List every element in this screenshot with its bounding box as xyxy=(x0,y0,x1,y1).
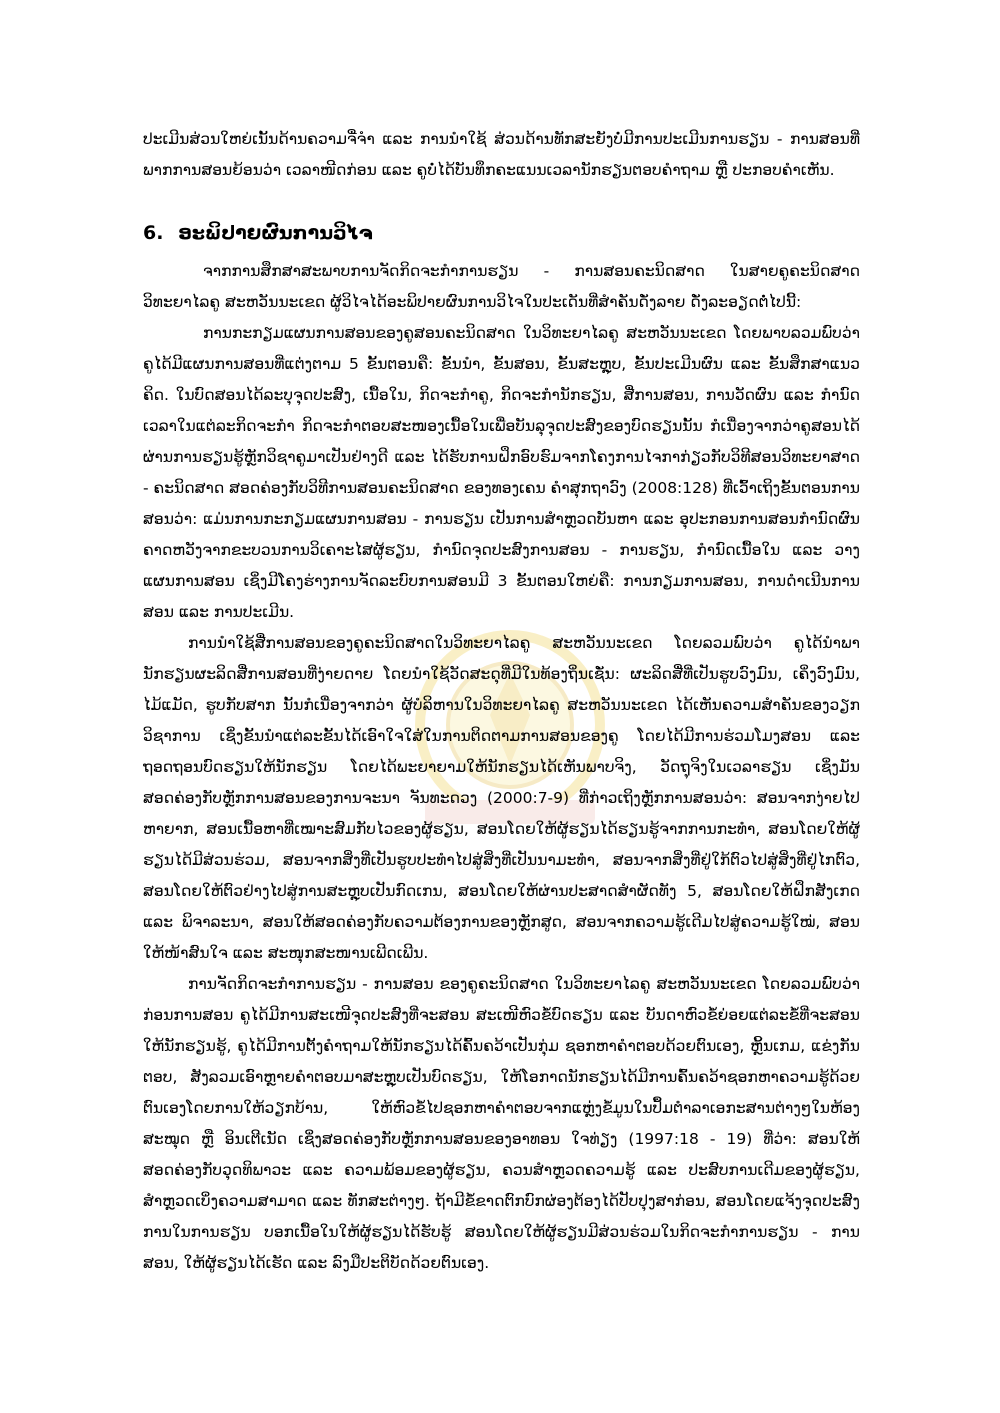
body-text-block xyxy=(143,256,860,1279)
paragraph-3: ການນຳໃຊ້ສື່ການສອນຂອງຄູຄະນິດສາດໃນວິທະຍາໄລຄູ ສະຫວັນນະເຂດ ໂດຍລວມພົບວ່າ ຄູໄດ້ນຳພານັກຮຽນຜະລິດສື່ການສອນທີ່ງ່າຍດາຍ ໂດຍນຳໃຊ້ວັດສະດຸທີ່ມີໃນທ້ອງຖິ່ນເຊັ່ນ: ຜະລິດສື່ທີ່ເປັນຮູບວົງມົນ, ເຄິ່ງວົງມົນ, ໄມ້ແມັດ, ຮູບກັບສາກ ນັ້ນກໍເນື່ອງຈາກວ່າ ຜູ້ບໍລິຫານໃນວິທະຍາໄລຄູ ສະຫວັນນະເຂດ ໄດ້ເຫັນຄວາມສຳຄັນຂອງວຽກວິຊາການ ເຊິ່ງຂັ້ນນຳແຕ່ລະຂັ້ນໄດ້ເອົາໃຈໃສ່ໃນການຕິດຕາມການສອນຂອງຄູ ໂດຍໄດ້ມີການຮ່ວມໂມງສອນ ແລະ ຖອດຖອນບົດຮຽນໃຫ້ນັກຮຽນ ໂດຍໄດ້ພະຍາຍາມໃຫ້ນັກຮຽນໄດ້ເຫັນພາບຈິງ, ວັດຖຸຈິງໃນເວລາຮຽນ ເຊິ່ງມັນສອດຄ່ອງກັບຫຼັກການສອນຂອງການຈະນາ ຈັນທະດວງ (2000:7-9) ທີ່ກ່າວເຖິງຫຼັກການສອນວ່າ: ສອນຈາກງ່າຍໄປຫາຍາກ, ສອນເນື້ອຫາທີ່ເໝາະສົມກັບໄວຂອງຜູ້ຮຽນ, ສອນໂດຍໃຫ້ຜູ້ຮຽນໄດ້ຮຽນຮູ້ຈາກການກະທຳ, ສອນໂດຍໃຫ້ຜູ້ຮຽນໄດ້ມີສ່ວນຮ່ວມ, ສອນຈາກສິ່ງທີ່ເປັນຮູບປະທຳໄປສູ່ສິ່ງທີ່ເປັນນາມະທຳ, ສອນຈາກສິ່ງທີ່ຢູ່ໃກ້ຕົວໄປສູ່ສິ່ງທີ່ຢູ່ໄກຕົວ, ສອນໂດຍໃຫ້ຕົວຢ່າງໄປສູ່ການສະຫຼຸບເປັນກົດເກນ, ສອນໂດຍໃຫ້ຜ່ານປະສາດສຳຜັດທັງ 5, ສອນໂດຍໃຫ້ຝຶກສັງເກດ ແລະ ພິຈາລະນາ, ສອນໃຫ້ສອດຄ່ອງກັບຄວາມຕ້ອງການຂອງຫຼັກສູດ, ສອນຈາກຄວາມຮູ້ເດີມໄປສູ່ຄວາມຮູ້ໃໝ່, ສອນໃຫ້ໜ້າສົນໃຈ ແລະ ສະໜຸກສະໜານເພີດເພີນ. xyxy=(143,634,860,962)
section-heading xyxy=(143,218,373,248)
intro-paragraph-block xyxy=(143,124,860,186)
paragraph-1: ຈາກການສຶກສາສະພາບການຈັດກິດຈະກຳການຮຽນ - ການສອນຄະນິດສາດ ໃນສາຍຄູຄະນິດສາດ ວິທະຍາໄລຄູ ສະຫວັນນະເຂດ ຜູ້ວິໄຈໄດ້ອະພິປາຍຜົນການວິໄຈໃນປະເດັນທີ່ສຳຄັນດັ່ງລາຍ ດັ່ງລະອຽດຕໍ່ໄປນີ້: xyxy=(143,262,860,311)
section-title: ອະພິປາຍຜົນການວິໄຈ xyxy=(178,222,373,244)
intro-paragraph: ປະເມີນສ່ວນໃຫຍ່ເນັ້ນດ້ານຄວາມຈື່ຈຳ ແລະ ການນຳໃຊ້ ສ່ວນດ້ານທັກສະຍັງບໍ່ມີການປະເມີນການຮຽນ - ການສອນທີ່ພາກການສອນຍ້ອນວ່າ ເວລາໜີດກ່ອນ ແລະ ຄູບໍ່ໄດ້ບັນທຶກຄະແນນເວລານັກຮຽນຕອບຄຳຖາມ ຫຼື ປະກອບຄຳເຫັນ. xyxy=(143,130,860,179)
paragraph-2: ການກະກຽມແຜນການສອນຂອງຄູສອນຄະນິດສາດ ໃນວິທະຍາໄລຄູ ສະຫວັນນະເຂດ ໂດຍພາບລວມພົບວ່າ ຄູໄດ້ມີແຜນການສອນທີ່ແຕ່ງຕາມ 5 ຂັ້ນຕອນຄື: ຂັ້ນນຳ, ຂັ້ນສອນ, ຂັ້ນສະຫຼຸບ, ຂັ້ນປະເມີນຜົນ ແລະ ຂັ້ນສຶກສາແນວຄິດ. ໃນບົດສອນໄດ້ລະບຸຈຸດປະສົງ, ເນື້ອໃນ, ກິດຈະກຳຄູ, ກິດຈະກຳນັກຮຽນ, ສື່ການສອນ, ການວັດຜົນ ແລະ ກຳນົດເວລາໃນແຕ່ລະກິດຈະກຳ ກິດຈະກຳຕອບສະໜອງເນື້ອໃນເພື່ອບັນລຸຈຸດປະສົງຂອງບົດຮຽນນັ້ນ ກໍເນື່ອງຈາກວ່າຄູສອນໄດ້ຜ່ານການຮຽນຮູ້ຫຼັກວິຊາຄູມາເປັນຢ່າງດີ ແລະ ໄດ້ຮັບການຝຶກອົບຮົມຈາກໂຄງການໄຈກາກ່ຽວກັບວິທີສອນວິທະຍາສາດ - ຄະນິດສາດ ສອດຄ່ອງກັບວິທີການສອນຄະນິດສາດ ຂອງທອງເຄນ ຄຳສຸກຖາວົງ (2008:128) ທີ່ເວົ້າເຖິງຂັ້ນຕອນການສອນວ່າ: ແມ່ນການກະກຽມແຜນການສອນ - ການຮຽນ ເປັນການສຳຫຼວດບັນຫາ ແລະ ອຸປະກອນການສອນກຳນົດຜົນຄາດຫວັງຈາກຂະບວນການວິເຄາະໄສຜູ້ຮຽນ, ກຳນົດຈຸດປະສົງການສອນ - ການຮຽນ, ກຳນົດເນື້ອໃນ ແລະ ວາງແຜນການສອນ ເຊິ່ງມີໂຄງຮ່າງການຈັດລະບົບການສອນມີ 3 ຂັ້ນຕອນໃຫຍ່ຄື: ການກຽມການສອນ, ການດຳເນີນການສອນ ແລະ ການປະເມີນ. xyxy=(143,324,860,621)
section-number: 6. xyxy=(143,222,164,244)
paragraph-4: ການຈັດກິດຈະກຳການຮຽນ - ການສອນ ຂອງຄູຄະນິດສາດ ໃນວິທະຍາໄລຄູ ສະຫວັນນະເຂດ ໂດຍລວມພົບວ່າ ກ່ອນການສອນ ຄູໄດ້ມີການສະເໜີຈຸດປະສົງທີ່ຈະສອນ ສະເໜີຫົວຂໍ້ບົດຮຽນ ແລະ ບັນດາຫົວຂໍ້ຍ່ອຍແຕ່ລະຂໍ້ທີ່ຈະສອນໃຫ້ນັກຮຽນຮູ້, ຄູໄດ້ມີການຕັ້ງຄຳຖາມໃຫ້ນັກຮຽນໄດ້ຄົ້ນຄວ້າເປັນກຸ່ມ ຊອກຫາຄຳຕອບດ້ວຍຕົນເອງ, ຫຼິ້ນເກມ, ແຂ່ງກັນຕອບ, ສັງລວມເອົາຫຼາຍຄຳຕອບມາສະຫຼຸບເປັນບົດຮຽນ, ໃຫ້ໂອກາດນັກຮຽນໄດ້ມີການຄົ້ນຄວ້າຊອກຫາຄວາມຮູ້ດ້ວຍຕົນເອງໂດຍການໃຫ້ວຽກບ້ານ, ໃຫ້ຫົວຂໍ້ໄປຊອກຫາຄຳຕອບຈາກແຫຼ່ງຂໍ້ມູນໃນປຶ້ມຕຳລາເອກະສານຕ່າງໆໃນຫ້ອງສະໝຸດ ຫຼື ອິນເຕີເນັດ ເຊິ່ງສອດຄ່ອງກັບຫຼັກການສອນຂອງອາທອນ ໃຈທ່ຽງ (1997:18 - 19) ທີ່ວ່າ: ສອນໃຫ້ສອດຄ່ອງກັບວຸດທິພາວະ ແລະ ຄວາມພ້ອມຂອງຜູ້ຮຽນ, ຄວນສຳຫຼວດຄວາມຮູ້ ແລະ ປະສົບການເດີມຂອງຜູ້ຮຽນ, ສຳຫຼວດເບິ່ງຄວາມສາມາດ ແລະ ທັກສະຕ່າງໆ. ຖ້າມີຂໍ້ຂາດຕົກບົກຜ່ອງຕ້ອງໄດ້ປັບປຸງສາກ່ອນ, ສອນໂດຍແຈ້ງຈຸດປະສົງການໃນການຮຽນ ບອກເນື້ອໃນໃຫ້ຜູ້ຮຽນໄດ້ຮັບຮູ້ ສອນໂດຍໃຫ້ຜູ້ຮຽນມີສ່ວນຮ່ວມໃນກິດຈະກຳການຮຽນ - ການສອນ, ໃຫ້ຜູ້ຮຽນໄດ້ເຮັດ ແລະ ລົງມືປະຕິບັດດ້ວຍຕົນເອງ. xyxy=(143,975,860,1272)
